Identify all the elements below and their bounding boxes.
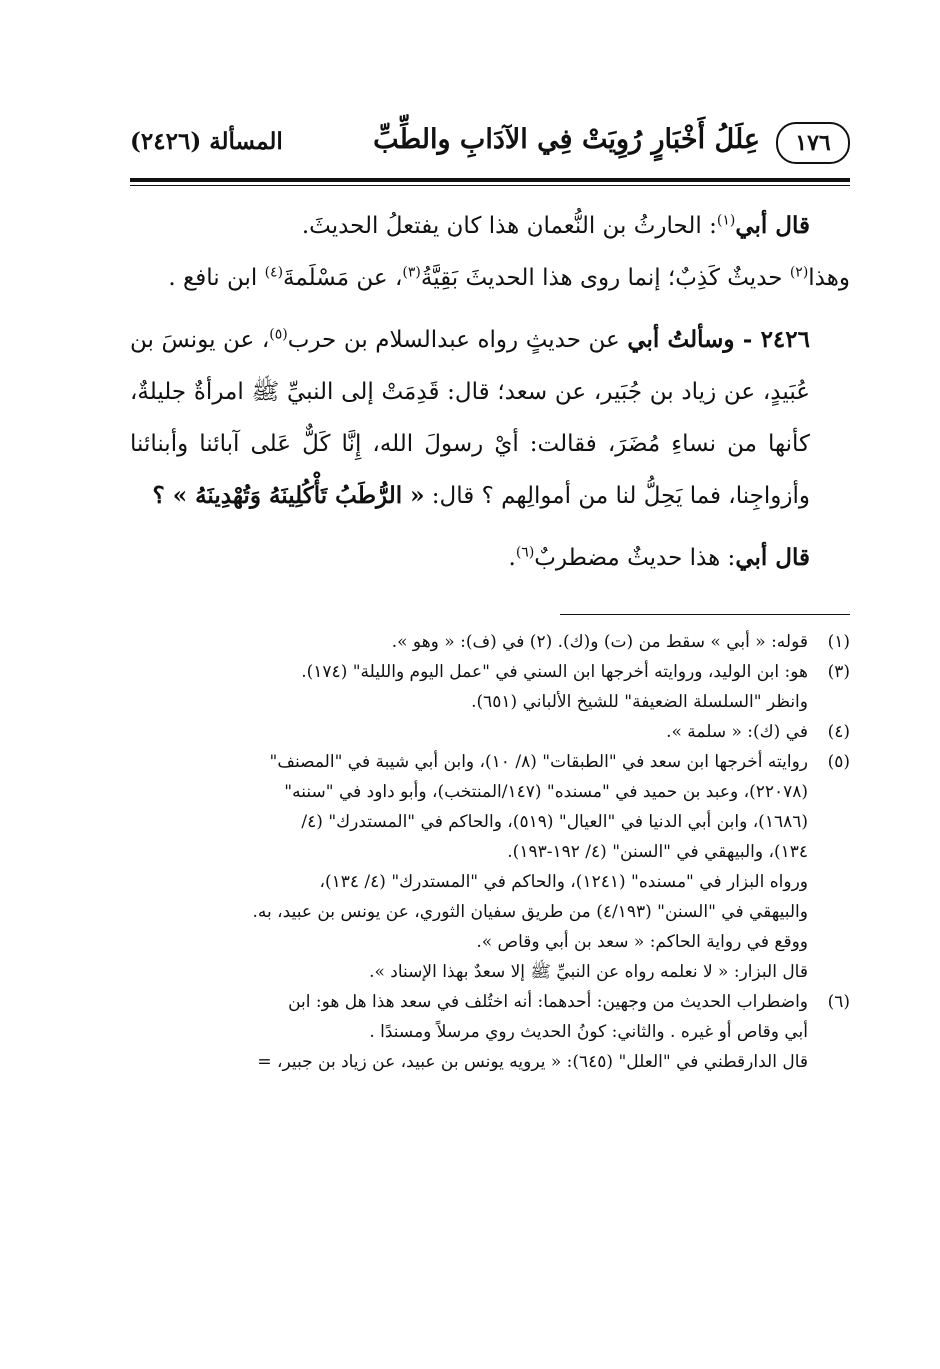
footnote-number: (١) (827, 632, 850, 652)
paragraph-text: : هذا حديثٌ مضطربٌ (534, 545, 736, 571)
speaker-label: قال أبي (735, 212, 810, 239)
footnote-line: واضطراب الحديث من وجهين: أحدهما: أنه اختُلف في سعد هذا هل هو: ابن (288, 992, 808, 1012)
book-title: عِلَلُ أَخْبَارٍ رُوِيَتْ فِي الآدَابِ والطِّبِّ (373, 124, 760, 155)
footnote-4 (130, 717, 850, 747)
footnote-ref[interactable]: (٥) (269, 326, 288, 343)
footnote-number: (٣) (827, 662, 850, 682)
paragraph-text: ، عن يونسَ بن عُبَيدٍ، عن زياد بن جُبَير، عن سعد؛ قال: قَدِمَتْ إلى النبيِّ ﷺ امرأةٌ جليلةٌ، كأنها من نساءِ مُضَرَ، فقالت: أيْ رسولَ الله، إِنَّا كَلٌّ عَلى آبائنا وأبنائنا وأزواجِنا، فما يَحِلُّ لنا من أموالِهم ؟ قال: (130, 327, 810, 509)
paragraph-1 (130, 200, 850, 252)
footnote-line: ورواه البزار في "مسنده" (١٢٤١)، والحاكم في "المستدرك" (٤/ ١٣٤)، (319, 872, 808, 892)
footnote-separator (560, 614, 850, 615)
paragraph-text: حديثٌ كَذِبٌ؛ إنما روى هذا الحديثَ بَقِيَّةُ (420, 265, 790, 291)
footnote-number: (٦) (827, 992, 850, 1012)
footnote-line: روايته أخرجها ابن سعد في "الطبقات" (٨/ ١٠)، وابن أبي شيبة في "المصنف" (269, 752, 808, 772)
question-lead: وسألتُ أبي (627, 326, 735, 353)
header-rule-thin (130, 185, 850, 186)
footnote-line: (١٦٨٦)، وابن أبي الدنيا في "العيال" (٥١٩)، والحاكم في "المستدرك" (٤/ (301, 812, 808, 832)
footnote-3 (130, 657, 850, 717)
footnotes (130, 627, 850, 1077)
footnote-line: ١٣٤)، والبيهقي في "السنن" (٤/ ١٩٢-١٩٣). (507, 842, 808, 862)
footnote-5 (130, 747, 850, 987)
speaker-label: قال أبي (735, 544, 810, 571)
footnote-number: (٤) (827, 722, 850, 742)
paragraph-text: وهذا (808, 265, 850, 291)
footnote-ref[interactable]: (٢) (789, 264, 809, 281)
paragraph-text: ابن نافع . (168, 265, 265, 291)
footnote-line: قوله: « أبي » سقط من (ت) و(ك). (٢) في (ف): « وهو ». (391, 632, 808, 652)
header-rule-thick (130, 178, 850, 182)
paragraph-3 (130, 314, 850, 522)
book-page (130, 110, 850, 1077)
footnote-number: (٥) (827, 752, 850, 772)
footnote-line: في (ك): « سلمة ». (666, 722, 808, 742)
footnote-line: والبيهقي في "السنن" (٤/١٩٣) من طريق سفيان الثوري، عن يونس بن عبيد، به. (252, 902, 808, 922)
footnote-line: قال البزار: « لا نعلمه رواه عن النبيِّ ﷺ إلا سعدٌ بهذا الإسناد ». (369, 962, 808, 982)
issue-number: ٢٤٢٦ - (734, 326, 810, 353)
footnote-line: أبي وقاص أو غيره . والثاني: كونُ الحديث روي مرسلاً ومسندًا . (369, 1022, 808, 1042)
footnote-line: هو: ابن الوليد، وروايته أخرجها ابن السني في "عمل اليوم والليلة" (١٧٤). (301, 662, 808, 682)
footnote-ref[interactable]: (٣) (402, 264, 421, 281)
footnote-1 (130, 627, 850, 657)
footnote-6 (130, 987, 850, 1077)
paragraph-4 (130, 532, 850, 584)
footnote-ref[interactable]: (٦) (515, 544, 535, 561)
paragraph-text: . (508, 545, 516, 571)
paragraph-text: ، عن مَسْلَمةَ (283, 265, 403, 291)
footnote-line: (٢٢٠٧٨)، وعبد بن حميد في "مسنده" (١٤٧/المنتخب)، وأبو داود في "سننه" (284, 782, 808, 802)
footnote-ref[interactable]: (٤) (264, 264, 284, 281)
issue-label: المسألة (٢٤٢٦) (130, 128, 283, 155)
footnote-ref[interactable]: (١) (716, 212, 736, 229)
paragraph-text: : الحارثُ بن النُّعمان هذا كان يفتعلُ الحديثَ. (301, 213, 717, 239)
main-text (130, 200, 850, 584)
footnote-line: وانظر "السلسلة الضعيفة" للشيخ الألباني (٦٥١). (471, 692, 808, 712)
paragraph-2 (130, 252, 850, 304)
footnote-line: ووقع في رواية الحاكم: « سعد بن أبي وقاص ». (476, 932, 808, 952)
hadith-quote: « الرُّطَبُ تَأْكُلِينَهُ وَتُهْدِينَهُ » ؟ (152, 482, 425, 509)
footnote-line: قال الدارقطني في "العلل" (٦٤٥): « يرويه يونس بن عبيد، عن زياد بن جبير، = (257, 1052, 808, 1072)
page-number: ١٧٦ (776, 122, 850, 164)
page-header (130, 110, 850, 172)
paragraph-text: عن حديثٍ رواه عبدالسلام بن حرب (287, 327, 628, 353)
